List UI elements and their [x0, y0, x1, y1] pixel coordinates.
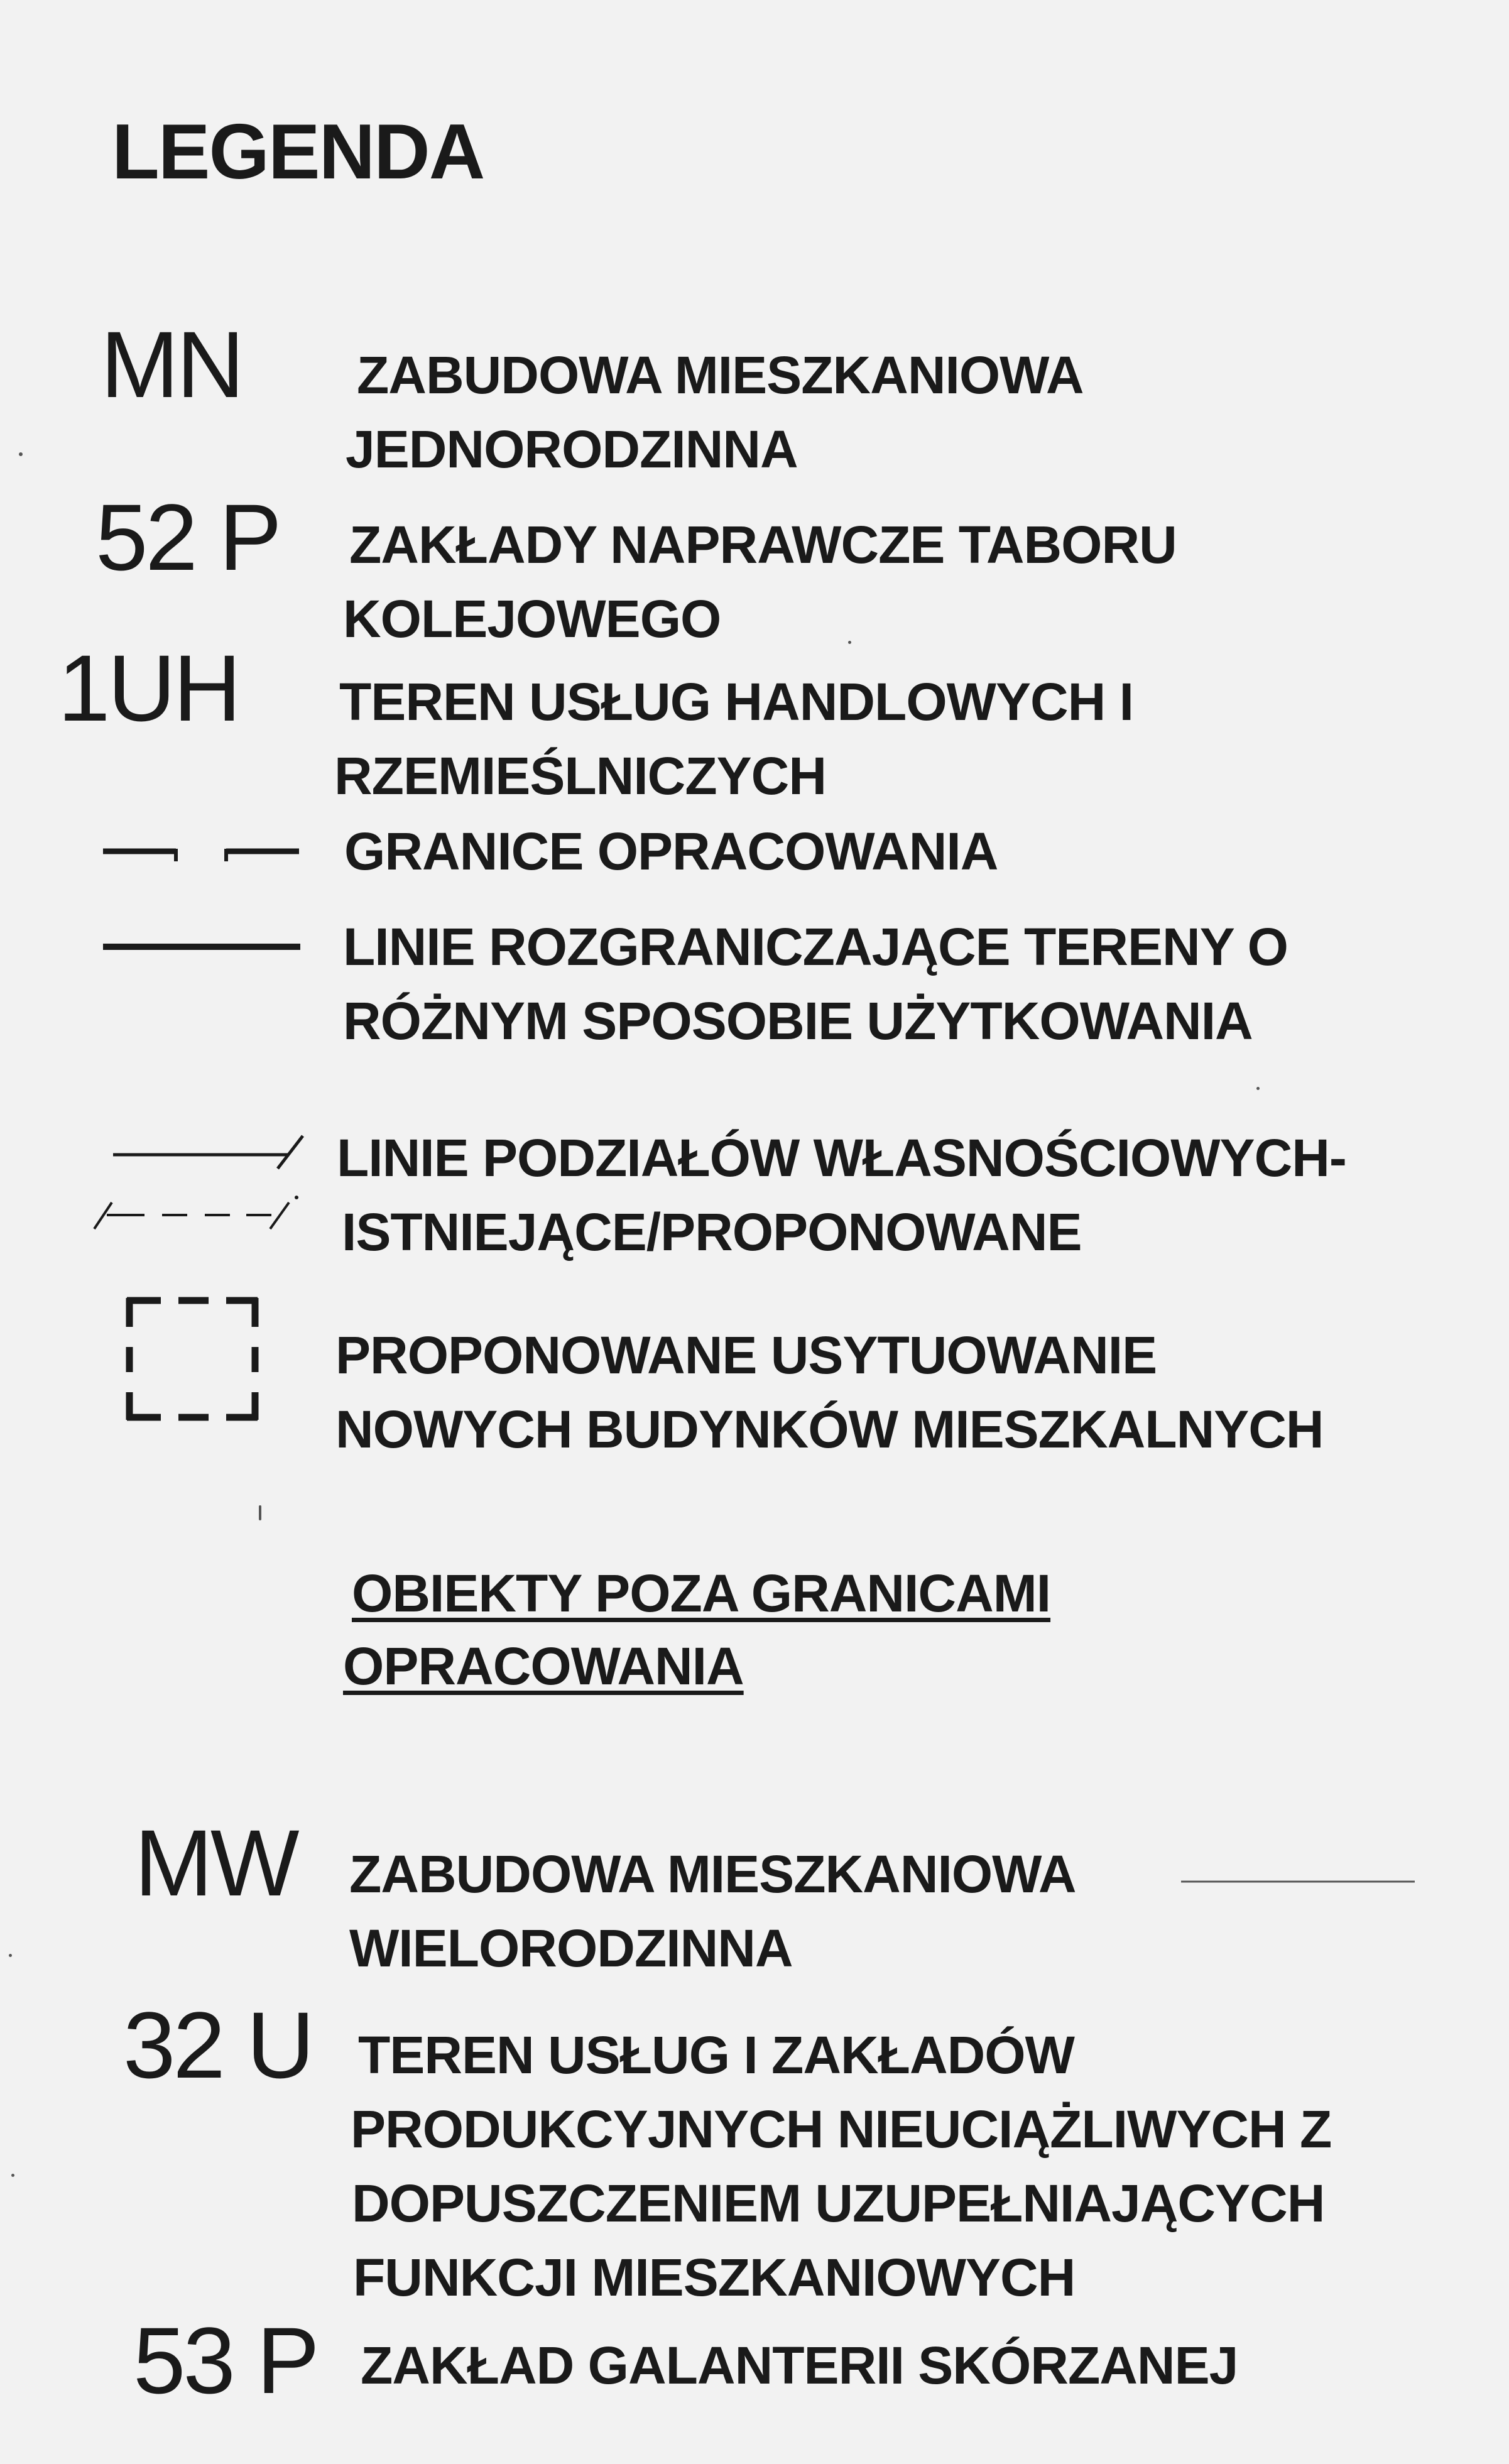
- scan-speck: [11, 2174, 14, 2177]
- legend-desc-solid-line: [343, 910, 1288, 1058]
- ownership-division-lines-icon: [82, 1122, 327, 1241]
- desc-line: PRODUKCYJNYCH NIEUCIĄŻLIWYCH Z: [351, 2100, 1332, 2159]
- desc-line: TEREN USŁUG I ZAKŁADÓW: [358, 2025, 1074, 2085]
- desc-line: RÓŻNYM SPOSOBIE UŻYTKOWANIA: [343, 991, 1253, 1050]
- dashed-square-icon: [123, 1294, 264, 1424]
- desc-line: GRANICE OPRACOWANIA: [344, 822, 998, 881]
- dashed-boundary-line-icon: [101, 832, 308, 870]
- desc-line: ZAKŁADY NAPRAWCZE TABORU: [349, 515, 1177, 574]
- desc-line: KOLEJOWEGO: [343, 589, 721, 648]
- legend-code-mw: MW: [134, 1810, 297, 1916]
- desc-line: JEDNORODZINNA: [346, 420, 798, 479]
- legend-desc-mn: [346, 338, 1084, 486]
- scan-speck: [1256, 1087, 1260, 1090]
- scan-speck: [9, 1954, 12, 1957]
- desc-line: ZABUDOWA MIESZKANIOWA: [349, 1845, 1076, 1904]
- solid-line-icon: [101, 937, 308, 956]
- legend-desc-1uh: [334, 665, 1133, 813]
- desc-line: TEREN USŁUG HANDLOWYCH I: [339, 672, 1133, 731]
- legend-code-1uh: 1UH: [58, 635, 239, 741]
- desc-line: RZEMIEŚLNICZYCH: [334, 746, 826, 805]
- legend-code-52p: 52 P: [95, 484, 280, 590]
- desc-line: NOWYCH BUDYNKÓW MIESZKALNYCH: [335, 1400, 1324, 1459]
- section-heading-outside-objects: [343, 1557, 1051, 1703]
- legend-desc-boundary: [344, 814, 998, 888]
- legend-desc-52p: [343, 508, 1177, 656]
- legend-desc-mw: [349, 1837, 1076, 1985]
- legend-code-32u: 32 U: [123, 1992, 312, 2098]
- desc-line: DOPUSZCZENIEM UZUPEŁNIAJĄCYCH: [352, 2174, 1325, 2233]
- trailing-line-mark: [1181, 1878, 1420, 1885]
- legend-title: LEGENDA: [112, 109, 484, 195]
- legend-desc-new-buildings: [335, 1318, 1324, 1466]
- heading-line: OBIEKTY POZA GRANICAMI: [352, 1564, 1051, 1623]
- desc-line: ZABUDOWA MIESZKANIOWA: [357, 346, 1084, 405]
- desc-line: WIELORODZINNA: [349, 1919, 793, 1978]
- legend-code-mn: MN: [101, 312, 242, 417]
- desc-line: ISTNIEJĄCE/PROPONOWANE: [342, 1202, 1082, 1262]
- legend-desc-ownership-lines: [337, 1121, 1346, 1269]
- desc-line: ZAKŁAD GALANTERII SKÓRZANEJ: [361, 2336, 1238, 2395]
- scan-speck: [259, 1505, 261, 1520]
- legend-code-53p: 53 P: [133, 2308, 317, 2413]
- desc-line: LINIE PODZIAŁÓW WŁASNOŚCIOWYCH-: [337, 1128, 1346, 1187]
- desc-line: PROPONOWANE USYTUOWANIE: [335, 1326, 1157, 1385]
- legend-desc-53p: [361, 2328, 1238, 2402]
- scan-speck: [19, 452, 23, 456]
- legend-desc-32u: [351, 2018, 1332, 2314]
- scan-speck: [848, 641, 851, 644]
- heading-line: OPRACOWANIA: [343, 1637, 744, 1696]
- desc-line: LINIE ROZGRANICZAJĄCE TERENY O: [343, 917, 1288, 976]
- desc-line: FUNKCJI MIESZKANIOWYCH: [353, 2248, 1076, 2307]
